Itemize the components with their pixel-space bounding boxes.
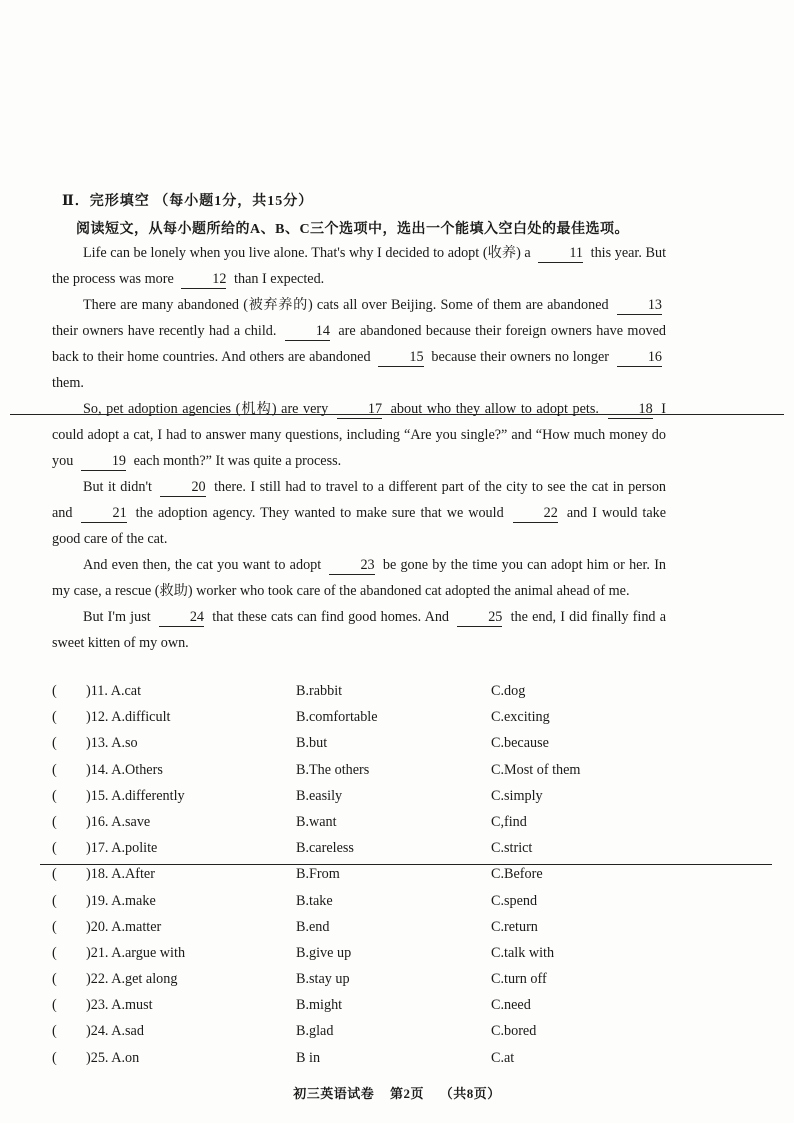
blank-11: 11 xyxy=(538,244,583,263)
exam-name: 初三英语试卷 xyxy=(293,1086,375,1101)
answer-bracket: ( xyxy=(52,709,57,726)
text: So, pet adoption agencies (机构) are very xyxy=(83,401,329,417)
text: I could adopt a cat, I had to answer many questions, including “Are you single?” and “How much money do you xyxy=(52,401,667,469)
page-footer xyxy=(0,1083,794,1102)
paragraph-4 xyxy=(52,474,666,552)
text: be gone by the time you can adopt him or her. In my case, a rescue (救助) worker who took care of the abandoned cat adopted the animal ahead of me. xyxy=(52,557,667,599)
option-a: )14. A.Others xyxy=(86,761,163,778)
blank-22: 22 xyxy=(513,504,558,523)
section-instruction: 阅读短文，从每小题所给的A、B、C三个选项中，选出一个能填入空白处的最佳选项。 xyxy=(76,222,630,237)
text: them. xyxy=(52,375,84,391)
text: because their owners no longer xyxy=(431,349,609,365)
option-b: B.give up xyxy=(296,944,352,961)
option-a: )21. A.argue with xyxy=(86,944,186,961)
option-b: B.easily xyxy=(296,787,343,804)
text: that these cats can find good homes. And xyxy=(212,609,450,625)
question-row-14 xyxy=(52,762,692,788)
option-b: B in xyxy=(296,1049,321,1066)
option-b: B.but xyxy=(296,735,328,752)
page-total: （共8页） xyxy=(439,1086,501,1101)
blank-13: 13 xyxy=(617,296,662,315)
option-b: B.glad xyxy=(296,1023,334,1040)
option-c: C.because xyxy=(491,735,549,752)
blank-18: 18 xyxy=(608,400,653,419)
option-a: )16. A.save xyxy=(86,813,151,830)
option-b: B.end xyxy=(296,918,330,935)
blank-14: 14 xyxy=(285,322,330,341)
question-row-13 xyxy=(52,735,692,761)
answer-bracket: ( xyxy=(52,971,57,988)
paragraph-6 xyxy=(52,604,666,656)
paragraph-5 xyxy=(52,552,666,604)
question-row-12 xyxy=(52,709,692,735)
blank-19: 19 xyxy=(81,452,126,471)
section-title: Ⅱ．完形填空 （每小题1分，共15分） xyxy=(62,194,314,209)
option-a: )13. A.so xyxy=(86,735,138,752)
option-a: )19. A.make xyxy=(86,892,156,909)
text: There are many abandoned (被弃养的) cats all over Beijing. Some of them are abandoned xyxy=(83,297,609,313)
blank-12: 12 xyxy=(181,270,226,289)
answer-bracket: ( xyxy=(52,813,57,830)
text: there. I still had to travel to a different part of the city to see the cat in person and xyxy=(52,479,667,521)
option-b: B.want xyxy=(296,813,337,830)
text: are abandoned because their foreign owners have moved back to their home countries. And others are abandoned xyxy=(52,323,667,365)
option-c: C.bored xyxy=(491,1023,537,1040)
option-a: )24. A.sad xyxy=(86,1023,144,1040)
blank-25: 25 xyxy=(457,608,502,627)
answer-bracket: ( xyxy=(52,944,57,961)
cloze-passage xyxy=(52,240,666,656)
blank-16: 16 xyxy=(617,348,662,367)
option-b: B.take xyxy=(296,892,333,909)
question-row-15 xyxy=(52,788,692,814)
answer-bracket: ( xyxy=(52,840,57,857)
text: But I'm just xyxy=(83,609,151,625)
answer-bracket: ( xyxy=(52,1049,57,1066)
answer-bracket: ( xyxy=(52,683,57,699)
question-row-17 xyxy=(52,840,692,866)
option-a: )25. A.on xyxy=(86,1049,140,1066)
text: this year. But the process was more xyxy=(52,245,667,287)
question-row-20 xyxy=(52,919,692,945)
text: about who they allow to adopt pets. xyxy=(390,401,599,417)
option-a: )11. A.cat xyxy=(86,683,142,699)
option-c: C.spend xyxy=(491,892,538,909)
text: each month?” It was quite a process. xyxy=(133,453,342,469)
question-row-16 xyxy=(52,814,692,840)
blank-15: 15 xyxy=(378,348,423,367)
option-a: )20. A.matter xyxy=(86,918,162,935)
option-c: C.return xyxy=(491,918,538,935)
paragraph-1 xyxy=(52,240,666,292)
text: and I would take good care of the cat. xyxy=(52,505,667,547)
blank-17: 17 xyxy=(337,400,382,419)
question-row-11 xyxy=(52,683,692,709)
option-a: )23. A.must xyxy=(86,997,153,1014)
option-a: )12. A.difficult xyxy=(86,709,171,726)
paragraph-2 xyxy=(52,292,666,396)
option-c: C,find xyxy=(491,813,527,830)
answer-bracket: ( xyxy=(52,866,57,883)
answer-bracket: ( xyxy=(52,892,57,909)
question-row-21 xyxy=(52,945,692,971)
option-c: C.need xyxy=(491,997,531,1014)
text: But it didn't xyxy=(83,479,152,495)
answer-bracket: ( xyxy=(52,1023,57,1040)
blank-21: 21 xyxy=(81,504,126,523)
option-c: C.at xyxy=(491,1049,515,1066)
option-a: )17. A.polite xyxy=(86,840,158,857)
option-a: )22. A.get along xyxy=(86,971,178,988)
answer-bracket: ( xyxy=(52,997,57,1014)
answer-bracket: ( xyxy=(52,918,57,935)
option-b: B.rabbit xyxy=(296,683,343,699)
option-c: C.Most of them xyxy=(491,761,581,778)
option-c: C.Before xyxy=(491,866,543,883)
option-c: C.talk with xyxy=(491,944,555,961)
question-row-19 xyxy=(52,893,692,919)
option-b: B.From xyxy=(296,866,340,883)
options-list xyxy=(52,683,692,1076)
option-c: C.exciting xyxy=(491,709,550,726)
option-a: )18. A.After xyxy=(86,866,155,883)
option-a: )15. A.differently xyxy=(86,787,185,804)
option-b: B.stay up xyxy=(296,971,350,988)
option-c: C.strict xyxy=(491,840,533,857)
answer-bracket: ( xyxy=(52,761,57,778)
option-b: B.comfortable xyxy=(296,709,378,726)
question-row-23 xyxy=(52,997,692,1023)
option-b: B.might xyxy=(296,997,343,1014)
answer-bracket: ( xyxy=(52,735,57,752)
question-row-24 xyxy=(52,1023,692,1049)
option-c: C.dog xyxy=(491,683,526,699)
blank-23: 23 xyxy=(329,556,374,575)
text: Life can be lonely when you live alone. That's why I decided to adopt (收养) a xyxy=(83,245,531,261)
option-c: C.turn off xyxy=(491,971,547,988)
text: the adoption agency. They wanted to make sure that we would xyxy=(135,505,504,521)
option-b: B.careless xyxy=(296,840,354,857)
option-c: C.simply xyxy=(491,787,543,804)
text: than I expected. xyxy=(234,271,325,287)
question-row-22 xyxy=(52,971,692,997)
blank-24: 24 xyxy=(159,608,204,627)
paragraph-3 xyxy=(52,396,666,474)
answer-bracket: ( xyxy=(52,787,57,804)
text: their owners have recently had a child. xyxy=(52,323,277,339)
blank-20: 20 xyxy=(160,478,205,497)
question-row-18 xyxy=(52,866,692,892)
option-b: B.The others xyxy=(296,761,370,778)
text: And even then, the cat you want to adopt xyxy=(83,557,322,573)
text: the end, I did finally find a sweet kitten of my own. xyxy=(52,609,666,651)
question-row-25 xyxy=(52,1050,692,1076)
page-number: 第2页 xyxy=(389,1086,424,1101)
